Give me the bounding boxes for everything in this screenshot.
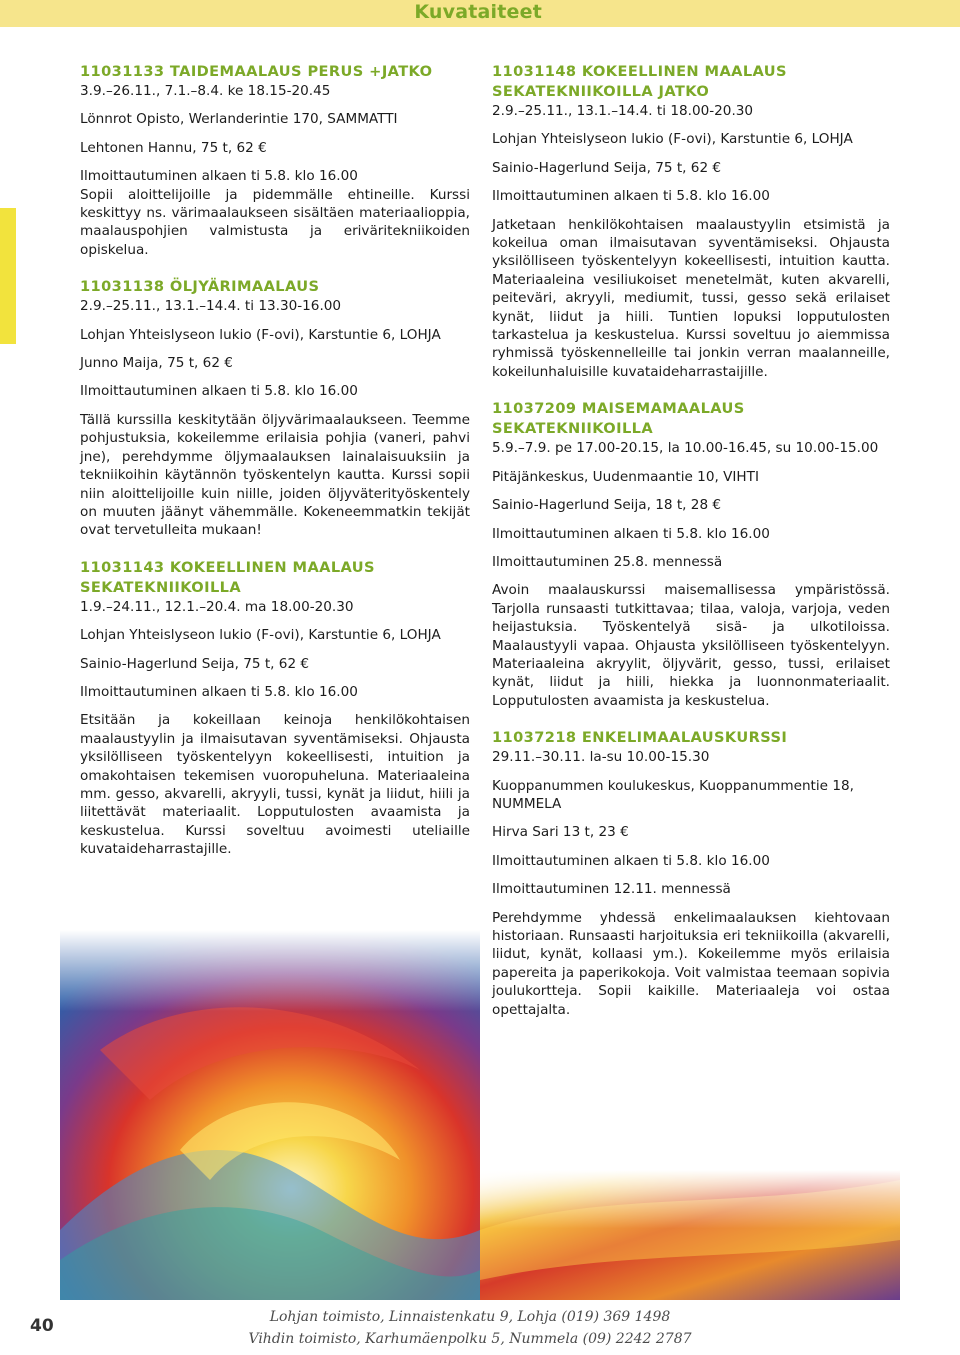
- course-dates: 1.9.–24.11., 12.1.–20.4. ma 18.00-20.30: [80, 598, 354, 615]
- course-description: Etsitään ja kokeillaan keinoja henkilökohtaisen maalaustyylin ja ilmaisutavan syventämiseksi. Ohjausta yksilölliseen työskentelyyn kokeellisesti, intuition ja omakohtaisen tekemisen vuoropuheluna. Materiaaleina mm. gesso, akvarelli, akryyli, tussi, kynät ja liidut, hiili ja liitettävät materiaalit. Lopputulosten avaamista ja keskustelua. Kurssi soveltuu avoimesti uteliaille kuvataideharrastajille.: [80, 712, 470, 858]
- course-place: Pitäjänkeskus, Uudenmaantie 10, VIHTI: [492, 468, 759, 485]
- course-teacher: Lehtonen Hannu, 75 t, 62 €: [80, 139, 267, 156]
- course-title: 11031143 KOKEELLINEN MAALAUS SEKATEKNIIKOILLA: [80, 558, 375, 596]
- course-description: Tällä kurssilla keskitytään öljyvärimaalaukseen. Teemme pohjustuksia, kokeilemme erilaisia pohjia (vaneri, pahvi jne), perehdymme öljymaalauksen lainalaisuuksiin ja tekniikoihin käytännön työskentelyn kautta. Kurssi sopii niin aloittelijoille kuin niille, joiden öljyväterityöskentely on muuten jäänyt vähemmälle. Kokeneemmatkin tekijät ovat tervetulleita mukaan!: [80, 411, 470, 539]
- section-title: Kuvataiteet: [414, 1, 542, 23]
- course-11031138: [80, 277, 470, 539]
- course-11037218: [492, 728, 890, 1019]
- footer-vihti-office: Vihdin toimisto, Karhumäenpolku 5, Nummela (09) 2242 2787: [248, 1331, 692, 1347]
- course-description: Perehdymme yhdessä enkelimaalauksen kiehtovaan historiaan. Runsaasti harjoituksia eri tekniikoilla (akvarelli, liidut, kynät, kollaasi ym.). Kokeilemme myös erilaisia papereita ja paperikokoja. Voit valmistaa teemaan sopivia joulukortteja. Sopii kaikille. Materiaaleja voi ostaa opettajalta.: [492, 909, 890, 1018]
- course-teacher: Sainio-Hagerlund Seija, 18 t, 28 €: [492, 497, 722, 514]
- course-registration: Ilmoittautuminen alkaen ti 5.8. klo 16.00: [492, 852, 770, 869]
- right-column: [492, 62, 890, 1019]
- course-registration: Ilmoittautuminen alkaen ti 5.8. klo 16.00: [492, 525, 770, 542]
- left-column: [80, 62, 470, 859]
- course-11031133: [80, 62, 470, 259]
- course-title: 11037218 ENKELIMAALAUSKURSSI: [492, 729, 788, 747]
- course-title: 11031133 TAIDEMAALAUS PERUS +JATKO: [80, 63, 433, 80]
- course-teacher: Sainio-Hagerlund Seija, 75 t, 62 €: [492, 159, 722, 176]
- course-teacher: Hirva Sari 13 t, 23 €: [492, 824, 629, 841]
- course-11037209: [492, 399, 890, 710]
- course-dates: 5.9.–7.9. pe 17.00-20.15, la 10.00-16.45, su 10.00-15.00: [492, 440, 879, 457]
- course-title: 11031148 KOKEELLINEN MAALAUS SEKATEKNIIKOILLA JATKO: [492, 63, 787, 100]
- course-11031148: [492, 62, 890, 381]
- footer-lohja-office: Lohjan toimisto, Linnaistenkatu 9, Lohja (019) 369 1498: [269, 1309, 671, 1325]
- course-deadline: Ilmoittautuminen 25.8. mennessä: [492, 553, 723, 570]
- course-place: Lönnrot Opisto, Werlanderintie 170, SAMMATTI: [80, 111, 398, 128]
- course-teacher: Sainio-Hagerlund Seija, 75 t, 62 €: [80, 655, 310, 672]
- course-description: Jatketaan henkilökohtaisen maalaustyylin etsimistä ja kokeilua oman ilmaisutavan syventämiseksi. Ohjausta yksilölliseen työskentelyyn kokeellisesti, intuition kautta. Materiaaleina vesiliukoiset menetelmät, kuten akvarelli, peiteväri, akryyli, mediumit, tussi, gesso sekä erilaiset kynät, liidut ja hiili. Tuntien lopuksi lopputulosten tarkastelua ja keskustelua. Kurssi soveltuu jo aiemmissa ryhmissä työskennelleille tai jonkin verran maalanneille, kokeilunhaluisille kuvataideharrastaijille.: [492, 216, 890, 380]
- course-description: Avoin maalauskurssi maisemallisessa ympäristössä. Tarjolla runsaasti tutkittavaa; tilaa, valoja, varjoja, veden heijastuksia. Työskentelyä sisä- ja ulkotiloissa. Maalaustyyli vapaa. Ohjausta yksilölliseen työskentelyyn. Materiaaleina akryylit, öljyvärit, gesso, tussi, erilaiset kynät, liidut ja hiili, hiekka ja luonnonmateriaalit. Lopputulosten avaamista ja keskustelua.: [492, 582, 890, 709]
- course-place: Lohjan Yhteislyseon lukio (F-ovi), Karstuntie 6, LOHJA: [80, 326, 441, 343]
- course-description: Sopii aloittelijoille ja pidemmälle ehtineille. Kurssi keskittyy ns. värimaalaukseen sisältäen materiaalioppia, maalauspohjien valmistusta ja eriväritekniikoiden opiskelua.: [80, 186, 470, 258]
- course-registration: Ilmoittautuminen alkaen ti 5.8. klo 16.00: [80, 683, 358, 700]
- page-number: 40: [30, 1316, 54, 1336]
- course-place: Lohjan Yhteislyseon lukio (F-ovi), Karstuntie 6, LOHJA: [80, 627, 441, 644]
- swirl-painting-right-image: [480, 1170, 900, 1300]
- course-deadline: Ilmoittautuminen 12.11. mennessä: [492, 881, 731, 898]
- side-tab-marker: [0, 208, 16, 344]
- course-title: 11037209 MAISEMAMAALAUS SEKATEKNIIKOILLA: [492, 400, 745, 438]
- course-place: Lohjan Yhteislyseon lukio (F-ovi), Karstuntie 6, LOHJA: [492, 131, 853, 148]
- course-registration: Ilmoittautuminen alkaen ti 5.8. klo 16.00: [80, 168, 358, 185]
- course-place: Kuoppanummen koulukeskus, Kuoppanummentie 18, NUMMELA: [492, 777, 854, 812]
- course-dates: 3.9.–26.11., 7.1.–8.4. ke 18.15-20.45: [80, 83, 331, 99]
- course-title: 11031138 ÖLJYÄRIMAALAUS: [80, 278, 320, 296]
- course-dates: 2.9.–25.11., 13.1.–14.4. ti 13.30-16.00: [80, 298, 342, 315]
- course-registration: Ilmoittautuminen alkaen ti 5.8. klo 16.00: [492, 188, 770, 205]
- course-dates: 29.11.–30.11. la-su 10.00-15.30: [492, 749, 710, 766]
- swirl-painting-image: [60, 930, 480, 1300]
- course-teacher: Junno Maija, 75 t, 62 €: [80, 355, 233, 372]
- course-dates: 2.9.–25.11., 13.1.–14.4. ti 18.00-20.30: [492, 103, 754, 119]
- course-11031143: [80, 558, 470, 859]
- course-registration: Ilmoittautuminen alkaen ti 5.8. klo 16.00: [80, 383, 358, 400]
- footer-contacts: [190, 1306, 750, 1350]
